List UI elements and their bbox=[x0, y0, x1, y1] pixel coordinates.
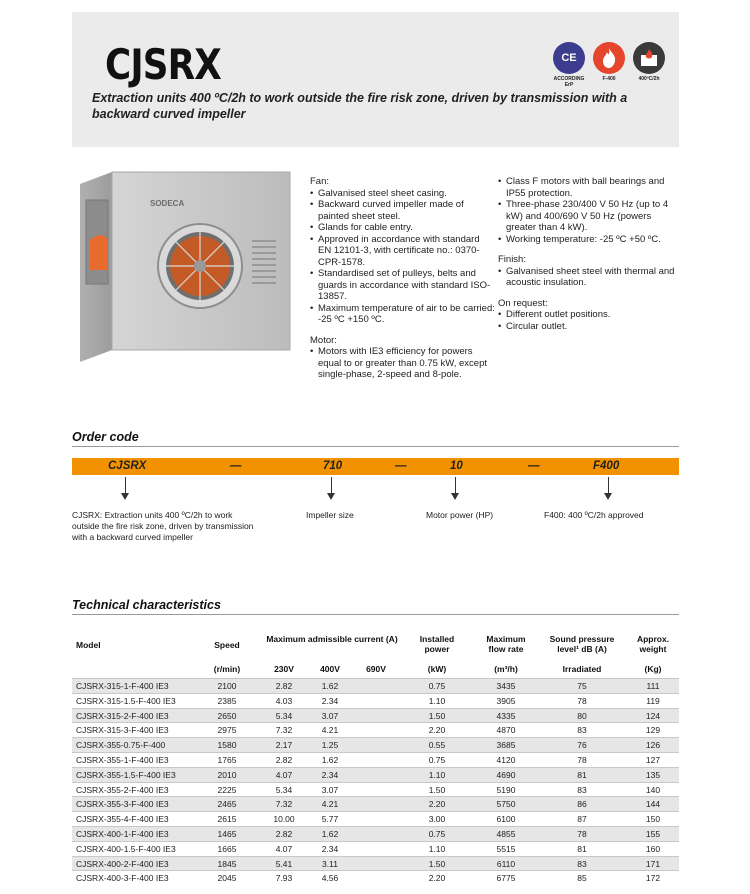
cell-400v: 3.11 bbox=[322, 858, 338, 869]
cell-speed: 2100 bbox=[217, 681, 237, 691]
cell-sound: 86 bbox=[577, 799, 587, 810]
cell-230v: 2.82 bbox=[275, 754, 293, 765]
cell-weight: 155 bbox=[645, 828, 661, 839]
request-heading: On request: bbox=[498, 297, 548, 309]
table-row bbox=[72, 782, 679, 797]
cell-230v: 2.82 bbox=[275, 681, 293, 691]
list-item: • Glands for cable entry. bbox=[310, 222, 495, 234]
cell-speed: 2045 bbox=[217, 873, 237, 884]
cell-power: 0.55 bbox=[428, 740, 446, 751]
order-code-desc-impeller: Impeller size bbox=[306, 510, 354, 520]
cell-model: CJSRX-355-2-F-400 IE3 bbox=[76, 784, 169, 795]
unit-weight: (Kg) bbox=[644, 664, 662, 674]
header-weight: Approx. weight bbox=[636, 634, 670, 654]
table-row bbox=[72, 722, 679, 737]
cell-400v: 1.62 bbox=[321, 681, 339, 691]
400c-label: 400ºC/2h bbox=[638, 76, 660, 82]
list-item: • Galvanised steel sheet casing. bbox=[310, 188, 495, 200]
order-code-bar bbox=[72, 458, 679, 475]
cell-400v: 4.21 bbox=[321, 799, 339, 810]
cell-speed: 2385 bbox=[217, 695, 237, 706]
cell-flow: 5190 bbox=[496, 784, 516, 795]
cell-speed: 2465 bbox=[217, 799, 237, 810]
list-item: • Approved in accordance with standard EN 12101-3, with certificate no.: 0370-CPR-1578. bbox=[310, 234, 495, 269]
cell-model: CJSRX-315-2-F-400 IE3 bbox=[76, 710, 169, 721]
header-sound: Sound pressure level¹ dB (A) bbox=[549, 634, 615, 654]
header-model: Model bbox=[76, 640, 101, 650]
cell-speed: 2975 bbox=[217, 725, 237, 736]
cell-400v: 3.07 bbox=[321, 710, 339, 721]
ce-erp-icon bbox=[553, 42, 585, 88]
cell-power: 0.75 bbox=[428, 828, 446, 839]
fan-list bbox=[310, 188, 495, 326]
technical-table bbox=[72, 678, 679, 885]
table-row bbox=[72, 841, 679, 856]
cell-model: CJSRX-400-1-F-400 IE3 bbox=[76, 828, 169, 839]
cell-400v: 2.34 bbox=[321, 769, 339, 780]
cell-flow: 4855 bbox=[496, 828, 516, 839]
cell-400v: 1.25 bbox=[321, 740, 339, 751]
cell-flow: 4870 bbox=[496, 725, 516, 736]
description-column-2 bbox=[498, 176, 683, 332]
table-row bbox=[72, 708, 679, 723]
fire-f400-icon bbox=[593, 42, 625, 82]
flame-icon bbox=[601, 48, 617, 68]
cell-speed: 2010 bbox=[217, 769, 237, 780]
cell-sound: 80 bbox=[577, 710, 587, 721]
sodeca-logo: SODECA bbox=[150, 199, 185, 208]
cell-230v: 4.07 bbox=[275, 843, 293, 854]
page-subtitle: Extraction units 400 ºC/2h to work outside the fire risk zone, driven by transmission with a backward curved impeller bbox=[92, 91, 628, 121]
unit-speed: (r/min) bbox=[213, 664, 241, 674]
cell-400v: 3.07 bbox=[321, 784, 339, 795]
cell-flow: 3905 bbox=[496, 695, 516, 706]
motor-list-b bbox=[498, 176, 683, 245]
table-row bbox=[72, 811, 679, 826]
cell-flow: 4120 bbox=[496, 754, 516, 765]
list-item: • Motors with IE3 efficiency for powers equal to or greater than 0.75 kW, except single-phase, 2-speed and 8-pole. bbox=[310, 346, 495, 381]
cabinet-fan-illustration bbox=[80, 170, 300, 370]
cell-model: CJSRX-355-1.5-F-400 IE3 bbox=[76, 769, 176, 780]
cell-power: 1.50 bbox=[428, 858, 446, 869]
cell-power: 1.10 bbox=[428, 695, 446, 706]
cell-sound: 85 bbox=[577, 873, 587, 884]
cell-power: 1.10 bbox=[428, 843, 446, 854]
list-item: • Backward curved impeller made of painted sheet steel. bbox=[310, 199, 495, 222]
cell-model: CJSRX-315-3-F-400 IE3 bbox=[76, 725, 169, 736]
cell-400v: 5.77 bbox=[321, 814, 339, 825]
cell-speed: 2615 bbox=[217, 814, 237, 825]
cell-model: CJSRX-355-4-F-400 IE3 bbox=[76, 814, 169, 825]
technical-title: Technical characteristics bbox=[72, 598, 221, 612]
header-flow: Maximum flow rate bbox=[486, 634, 526, 654]
cell-model: CJSRX-400-1.5-F-400 IE3 bbox=[76, 843, 176, 854]
order-code-dash: — bbox=[395, 460, 407, 472]
certification-badges bbox=[553, 42, 665, 88]
cell-weight: 119 bbox=[646, 695, 660, 706]
cell-sound: 81 bbox=[577, 769, 587, 780]
cell-speed: 1765 bbox=[217, 754, 237, 765]
table-row bbox=[72, 767, 679, 782]
cell-weight: 124 bbox=[645, 710, 661, 721]
cell-flow: 6775 bbox=[496, 873, 516, 884]
table-row bbox=[72, 796, 679, 811]
order-code-rule bbox=[72, 446, 679, 447]
header-power: Installed power bbox=[419, 634, 455, 654]
unit-power: (kW) bbox=[427, 664, 447, 674]
cell-weight: 127 bbox=[645, 754, 661, 765]
cell-flow: 3685 bbox=[496, 740, 516, 751]
list-item: • Galvanised sheet steel with thermal and acoustic insulation. bbox=[498, 266, 683, 289]
cell-400v: 1.62 bbox=[321, 754, 339, 765]
cell-weight: 111 bbox=[646, 681, 660, 691]
cell-weight: 135 bbox=[645, 769, 661, 780]
list-item: • Standardised set of pulleys, belts and guards in accordance with standard ISO-13857. bbox=[310, 268, 495, 303]
cell-model: CJSRX-400-3-F-400 IE3 bbox=[76, 873, 169, 884]
cell-model: CJSRX-400-2-F-400 IE3 bbox=[76, 858, 169, 869]
cell-weight: 140 bbox=[645, 784, 661, 795]
table-row bbox=[72, 826, 679, 841]
unit-400v: 400V bbox=[320, 664, 340, 674]
cell-230v: 7.32 bbox=[275, 725, 293, 736]
cell-speed: 2225 bbox=[217, 784, 237, 795]
cell-sound: 78 bbox=[577, 828, 587, 839]
cell-weight: 126 bbox=[645, 740, 661, 751]
finish-list bbox=[498, 266, 683, 289]
cell-230v: 5.34 bbox=[275, 784, 293, 795]
order-code-dash: — bbox=[230, 460, 242, 472]
description-column-1 bbox=[310, 176, 495, 381]
cell-weight: 171 bbox=[645, 858, 661, 869]
cell-400v: 4.56 bbox=[321, 873, 339, 884]
cell-sound: 78 bbox=[577, 695, 587, 706]
cell-sound: 81 bbox=[577, 843, 587, 854]
cell-flow: 4690 bbox=[496, 769, 516, 780]
cell-power: 2.20 bbox=[428, 873, 446, 884]
cell-weight: 160 bbox=[645, 843, 661, 854]
order-code-dash: — bbox=[528, 460, 540, 472]
cell-230v: 2.82 bbox=[275, 828, 293, 839]
cell-speed: 1665 bbox=[217, 843, 237, 854]
order-code-approval: F400 bbox=[593, 460, 620, 472]
cell-power: 0.75 bbox=[428, 681, 446, 691]
cell-flow: 4335 bbox=[496, 710, 516, 721]
cell-sound: 83 bbox=[577, 725, 587, 736]
order-code-desc-power: Motor power (HP) bbox=[426, 510, 494, 520]
order-code-series: CJSRX bbox=[108, 460, 147, 472]
list-item: • Class F motors with ball bearings and IP55 protection. bbox=[498, 176, 683, 199]
cell-speed: 1845 bbox=[217, 858, 237, 869]
order-code-title: Order code bbox=[72, 430, 139, 444]
unit-230v: 230V bbox=[274, 664, 294, 674]
cell-power: 1.50 bbox=[428, 784, 446, 795]
motor-list-a bbox=[310, 346, 495, 381]
list-item: • Working temperature: -25 ºC +50 ºC. bbox=[498, 234, 683, 246]
list-item: • Three-phase 230/400 V 50 Hz (up to 4 kW) and 400/690 V 50 Hz (powers greater than 4 kW). bbox=[498, 199, 683, 234]
cell-weight: 150 bbox=[645, 814, 661, 825]
cell-model: CJSRX-315-1.5-F-400 IE3 bbox=[76, 695, 176, 706]
header-current: Maximum admissible current (A) bbox=[266, 634, 398, 644]
cell-power: 2.20 bbox=[428, 799, 446, 810]
finish-heading: Finish: bbox=[498, 254, 526, 265]
cell-400v: 4.21 bbox=[321, 725, 339, 736]
cell-sound: 83 bbox=[577, 858, 587, 869]
cell-230v: 7.93 bbox=[275, 873, 293, 884]
cell-sound: 75 bbox=[577, 681, 587, 691]
cell-230v: 4.03 bbox=[275, 695, 293, 706]
cell-flow: 5750 bbox=[496, 799, 516, 810]
order-code-power: 10 bbox=[450, 460, 463, 472]
table-row bbox=[72, 870, 679, 885]
f400-label: F-400 bbox=[602, 76, 616, 82]
cell-model: CJSRX-355-0.75-F-400 bbox=[76, 740, 166, 751]
cell-230v: 10.00 bbox=[273, 814, 295, 825]
fire-box-icon bbox=[633, 42, 665, 82]
box-flame-icon bbox=[639, 49, 659, 67]
arrow-down-icon bbox=[604, 477, 612, 501]
cell-230v: 5.41 bbox=[275, 858, 293, 869]
list-item: • Circular outlet. bbox=[498, 321, 683, 333]
cell-230v: 4.07 bbox=[275, 769, 293, 780]
unit-690v: 690V bbox=[366, 664, 386, 674]
table-row bbox=[72, 752, 679, 767]
page-title: CJSRX bbox=[105, 40, 221, 89]
cell-flow: 3435 bbox=[496, 681, 516, 691]
unit-sound: Irradiated bbox=[562, 664, 602, 674]
cell-power: 2.20 bbox=[428, 725, 446, 736]
fan-heading: Fan: bbox=[310, 176, 330, 187]
cell-400v: 2.34 bbox=[321, 695, 339, 706]
cell-power: 1.10 bbox=[428, 769, 446, 780]
cell-flow: 6100 bbox=[496, 814, 516, 825]
cell-sound: 76 bbox=[577, 740, 587, 751]
cell-230v: 5.34 bbox=[275, 710, 293, 721]
technical-rule bbox=[72, 614, 679, 615]
cell-weight: 172 bbox=[645, 873, 661, 884]
cell-weight: 129 bbox=[645, 725, 661, 736]
request-list bbox=[498, 309, 683, 332]
cell-speed: 1580 bbox=[217, 740, 237, 751]
cell-flow: 5515 bbox=[496, 843, 516, 854]
motor-heading: Motor: bbox=[310, 334, 337, 346]
cell-weight: 144 bbox=[645, 799, 661, 810]
header-speed: Speed bbox=[214, 640, 240, 650]
table-row bbox=[72, 737, 679, 752]
cell-power: 3.00 bbox=[428, 814, 446, 825]
cell-230v: 7.32 bbox=[275, 799, 293, 810]
cell-sound: 78 bbox=[577, 754, 587, 765]
cell-230v: 2.17 bbox=[275, 740, 293, 751]
order-code-desc-approval: F400: 400 ºC/2h approved bbox=[544, 510, 644, 520]
cell-sound: 83 bbox=[577, 784, 587, 795]
cell-power: 1.50 bbox=[428, 710, 446, 721]
cell-model: CJSRX-315-1-F-400 IE3 bbox=[76, 681, 169, 691]
cell-speed: 1465 bbox=[217, 828, 237, 839]
cell-model: CJSRX-355-3-F-400 IE3 bbox=[76, 799, 169, 810]
ce-mark-text: CE bbox=[561, 52, 577, 64]
unit-flow: (m³/h) bbox=[494, 664, 518, 674]
cell-model: CJSRX-355-1-F-400 IE3 bbox=[76, 754, 169, 765]
product-image bbox=[80, 170, 300, 370]
cell-speed: 2650 bbox=[217, 710, 237, 721]
arrow-down-icon bbox=[451, 477, 459, 501]
cell-400v: 1.62 bbox=[321, 828, 339, 839]
table-row bbox=[72, 678, 679, 693]
cell-power: 0.75 bbox=[428, 754, 446, 765]
order-code-desc-series: CJSRX: Extraction units 400 ºC/2h to work outside the fire risk zone, driven by transmission with a backward curved impeller bbox=[72, 510, 254, 542]
table-row bbox=[72, 693, 679, 708]
ce-erp-label: ACCORDING ErP bbox=[553, 76, 585, 88]
cell-sound: 87 bbox=[577, 814, 587, 825]
header-band bbox=[72, 12, 679, 147]
arrow-down-icon bbox=[121, 477, 129, 501]
cell-400v: 2.34 bbox=[321, 843, 339, 854]
table-row bbox=[72, 856, 679, 871]
list-item: • Maximum temperature of air to be carried: -25 ºC +150 ºC. bbox=[310, 303, 495, 326]
cell-flow: 6110 bbox=[496, 858, 516, 869]
arrow-down-icon bbox=[327, 477, 335, 501]
list-item: • Different outlet positions. bbox=[498, 309, 683, 321]
order-code-impeller: 710 bbox=[323, 460, 343, 472]
